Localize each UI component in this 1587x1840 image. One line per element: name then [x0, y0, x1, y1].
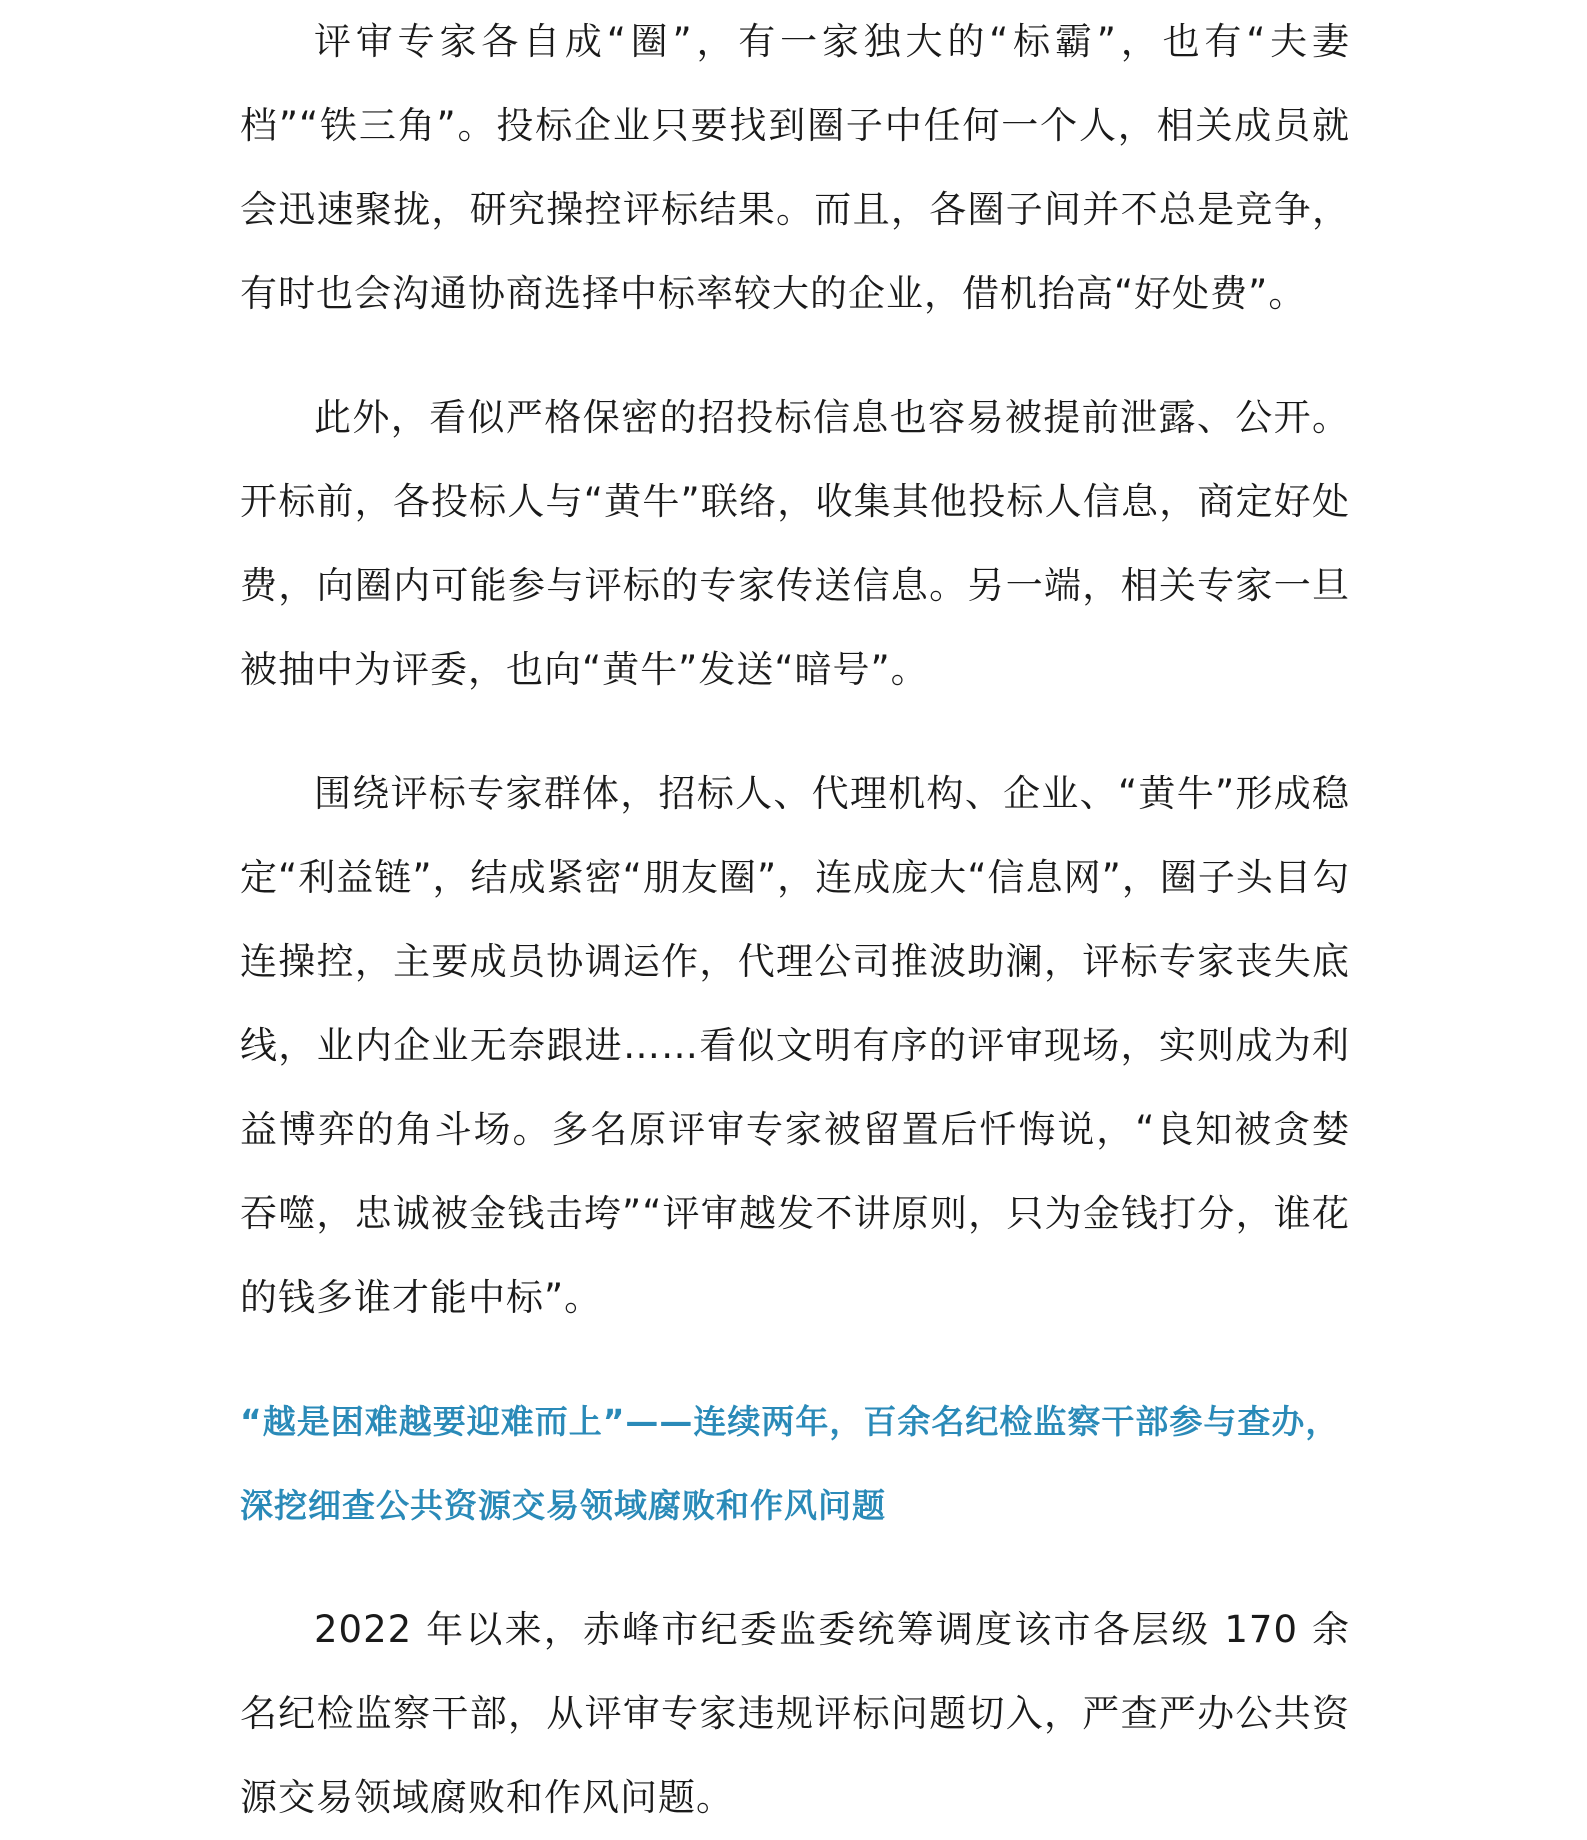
- paragraph-gap: [240, 1340, 1350, 1380]
- paragraph-chifeng-action: 2022 年以来，赤峰市纪委监委统筹调度该市各层级 170 余名纪检监察干部，从评审专家违规评标问题切入，严查严办公共资源交易领域腐败和作风问题。: [240, 1608, 1350, 1819]
- paragraph-gap: [240, 712, 1350, 752]
- paragraph-interest-chain: 围绕评标专家群体，招标人、代理机构、企业、“黄牛”形成稳定“利益链”，结成紧密“朋友圈”，连成庞大“信息网”，圈子头目勾连操控，主要成员协调运作，代理公司推波助澜，评标专家丧失底线，业内企业无奈跟进……看似文明有序的评审现场，实则成为利益博弈的角斗场。多名原评审专家被留置后忏悔说，“良知被贪婪吞噬，忠诚被金钱击垮”“评审越发不讲原则，只为金钱打分，谁花的钱多谁才能中标”。: [240, 772, 1350, 1319]
- paragraph-gap: [240, 336, 1350, 376]
- paragraph-gap: [240, 1548, 1350, 1588]
- section-heading: “越是困难越要迎难而上”——连续两年，百余名纪检监察干部参与查办，深挖细查公共资源交易领域腐败和作风问题: [240, 1402, 1340, 1525]
- paragraph-info-leak: 此外，看似严格保密的招投标信息也容易被提前泄露、公开。开标前，各投标人与“黄牛”联络，收集其他投标人信息，商定好处费，向圈内可能参与评标的专家传送信息。另一端，相关专家一旦被抽中为评委，也向“黄牛”发送“暗号”。: [240, 396, 1350, 691]
- paragraph-expert-circles: 评审专家各自成“圈”，有一家独大的“标霸”，也有“夫妻档”“铁三角”。投标企业只要找到圈子中任何一个人，相关成员就会迅速聚拢，研究操控评标结果。而且，各圈子间并不总是竞争，有时也会沟通协商选择中标率较大的企业，借机抬高“好处费”。: [240, 20, 1350, 315]
- article-body: [240, 0, 1350, 1840]
